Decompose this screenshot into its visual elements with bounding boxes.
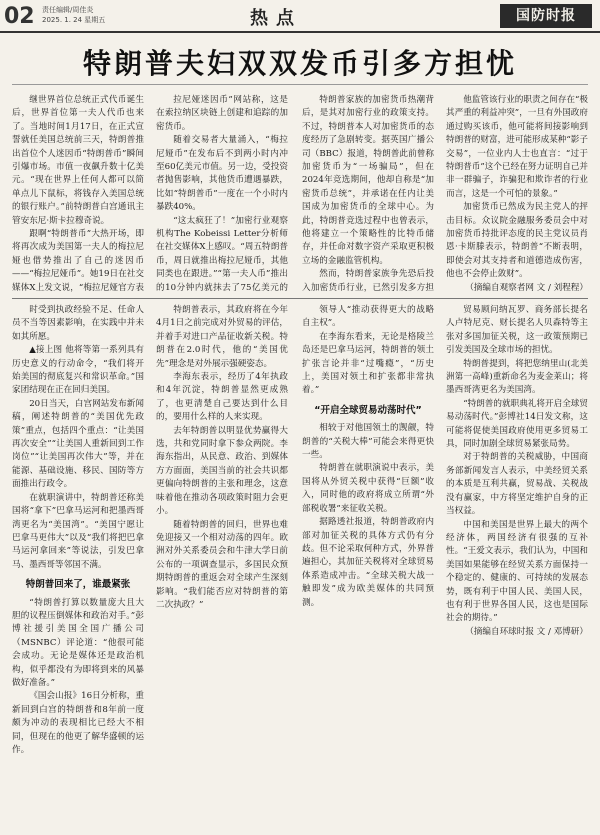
- paragraph: ▲接上图 他将等第一系列具有历史意义的行动命令，“我们将开始美国的彻底复兴和常识革命。”国家团结现在正在回归美国。: [12, 345, 144, 396]
- paragraph: 特朗普在就职演说中表示，美国将从外贸关税中获得“巨额”收入，同时他的政府将成立所谓“外部税收署”来征收关税。: [302, 463, 434, 514]
- section-title: 热点: [250, 8, 302, 29]
- bottom-article-column-3: [302, 304, 434, 830]
- paragraph: 随着交易者大量涌入，“梅拉尼娅币”在发布后不到两小时内冲至60亿美元市值。另一边，受投资者抛售影响，其他货币遭遇暴跌，比如“特朗普币”一度在一个小时内暴跌40%。: [156, 135, 288, 213]
- paragraph: 对于特朗普的关税威胁，中国商务部新闻发言人表示，中美经贸关系的本质是互利共赢，贸易战、关税战没有赢家，中方将坚定维护自身的正当权益。: [446, 452, 588, 517]
- article-byline: （摘编自观察者网 文 / 刘程程）: [465, 282, 588, 292]
- paragraph: 贸易顾问纳瓦罗、商务部长提名人卢特尼克、财长提名人贝森特等主张对多国加征关税，这一政策预期已引发美国及全球市场的担忧。: [446, 305, 588, 356]
- paragraph: “特朗普的就职典礼将开启全球贸易动荡时代。”彭博社14日发文称，这可能将促使美国政府使用更多贸易工具，同时加剧全球贸易紧张局势。: [446, 398, 588, 450]
- paragraph: 据路透社报道，特朗普政府内部对加征关税的具体方式仍有分歧。但不论采取何种方式，外界普遍担心，其加征关税将对全球贸易体系造成冲击。“全球关税大战一触即发”成为欧美媒体的共同预测。: [302, 517, 434, 608]
- paragraph: 去年特朗普以明显优势赢得大选，共和党同时拿下参众两院。李海东指出，从民意、政治、到媒体方方面面，美国当前的社会共识都更偏向特朗普的主张和理念，这意味着他在推动各项政策时阻力会更小。: [156, 425, 288, 517]
- bottom-article-column-2: [156, 304, 288, 830]
- paragraph: 特朗普表示，其政府将在今年4月1日之前完成对外贸易的评估，并着手对进口产品征收新关税。特朗普在2.0时代，他的“美国优先”理念是对外展示强硬姿态。: [156, 305, 288, 369]
- header-rule: [0, 31, 600, 33]
- paragraph: 随着特朗普的回归，世界也难免迎接又一个相对动荡的四年。欧洲对外关系委员会和牛津大学日前公布的一项调查显示，多国民众预期特朗普的重返会对全球产生深刻影响。“我们能否应对特朗普的第二次执政？”: [156, 519, 288, 610]
- top-article-column-2: [156, 94, 288, 292]
- headline-rule: [12, 84, 588, 85]
- paragraph: “特朗普打算以数量庞大且大胆的议程压倒媒体和政治对手。”彭博社援引美国全国广播公司（MSNBC）评论道：“他很可能会成功。无论是媒体还是政治机构，似乎都没有为即将到来的风暴做好准备。”: [12, 597, 144, 688]
- paragraph: 相较于对他国领土的觊觎，特朗普的“关税大棒”可能会来得更快一些。: [302, 423, 434, 461]
- paragraph: 特朗普提到，将把您纳里山(北美洲第一高峰)重新命名为麦金莱山；将墨西哥湾更名为美国湾。: [446, 358, 588, 396]
- article-divider: [12, 298, 588, 299]
- newspaper-logo: 国防时报: [500, 4, 592, 28]
- bottom-article-column-4: [446, 304, 588, 830]
- paragraph: 跟啊“特朗普币”大热开场，即将再次成为美国第一夫人的梅拉尼娅也借势推出了自己的迷因币——“梅拉尼娅币”。她19日在社交媒体X上发文说，“梅拉尼娅官方表: [12, 229, 144, 292]
- paragraph: 中国和美国是世界上最大的两个经济体，两国经济有很强的互补性。“王爱文表示，我们认为，中国和美国如果能够在经贸关系方面保持一个稳定的、健康的、可持续的发展态势，既有利于中国人民、美国人民，也有利于世界各国人民，这也是国际社会的期待。”: [446, 519, 588, 624]
- paragraph: 加密货币已然成为民主党人的抨击目标。众议院金融服务委员会中对加密货币持批评态度的民主党议员肖恩·卡斯滕表示，特朗普“不断表明，即使会对其支持者和道德造成伤害，他也不会停止敛财”。: [446, 202, 588, 280]
- paragraph: 在就职演讲中，特朗普还称美国将“拿下”巴拿马运河和把墨西哥湾更名为“美国湾”。“美国宁愿让巴拿马更伟大”以及“我们将把巴拿马运河拿回来”等说法，引发巴拿马、墨西哥等邻国不满。: [12, 492, 144, 570]
- editor-line: 责任编辑/周佳炎: [42, 6, 94, 14]
- subheading: “开启全球贸易动荡时代”: [314, 404, 422, 416]
- article-headline: 特朗普夫妇双双发币引多方担忧: [82, 47, 517, 80]
- paragraph: 拉尼娅迷因币”网站称，这是在索拉纳区块链上创建和追踪的加密货币。: [156, 95, 288, 132]
- article-byline: （摘编自环球时报 文 / 邓博研）: [465, 626, 588, 637]
- paragraph: 时受到执政经验不足、任命人员不当等因素影响，在实践中并未如其所愿。: [12, 305, 144, 342]
- page-number: 02: [4, 4, 35, 29]
- paragraph: “这太疯狂了！”加密行业观察机构The Kobeissi Letter分析师在社交媒体X上感叹。“周五特朗普币，周日就推出梅拉尼娅币，其他同类也在跟进。”“第一夫人币”推出的10分钟内就抹去了75亿美元的: [156, 215, 288, 292]
- paragraph: 李海东表示，经历了4年执政和4年沉淀，特朗普显然更成熟了，也更清楚自己要达到什么目的，要用什么样的人来实现。: [156, 372, 288, 423]
- paragraph: 继世界首位总统正式代币诞生后，世界首位第一夫人代币也来了。当地时间1月17日，在正式宣誓就任美国总统前三天，特朗普推出首位个人迷因币“特朗普币”瞬间引爆市场。市值一夜飙升数十亿美元。“现在世界上任何人都可以简单点儿下鼠标，将钱存入美国总统的银行账户。”前特朗普白宫通讯主管安东尼·斯卡拉穆奇说。: [12, 95, 144, 226]
- bottom-article-column-1: [12, 304, 144, 830]
- paragraph: 特朗普家族的加密货币热潮背后，是其对加密行业的政策支持。不过，特朗普本人对加密货币的态度经历了急剧转变。据英国广播公司（BBC）报道，特朗普此前曾称加密货币为“一场骗局”，但在2024年竞选期间，他却自称是“加密货币总统”，并承诺在任内让美国成为加密货币的全球中心。为此，特朗普竞选过程中也曾表示，他将建立一个策略性的比特币储存，并任命对数字资产采取更积极立场的金融监管机构。: [302, 95, 434, 266]
- paragraph: 在李海东看来，无论是格陵兰岛还是巴拿马运河，特朗普的领土扩张言论并非“过嘴瘾”，“历史上，美国对领土和扩张都非常执着。”: [302, 331, 434, 396]
- top-article-column-3: [302, 94, 434, 292]
- paragraph: 然而，特朗普家族争先恐后投入加密货币行业，已然引发多方担: [302, 269, 434, 292]
- top-article-column-1: [12, 94, 144, 292]
- top-article-column-4: [446, 94, 588, 292]
- paragraph: 他监管该行业的职责之间存在“极其严重的利益冲突”，一旦有外国政府通过购买该币，他可能将间接影响到特朗普的财富，进可能形成某种“影子交易”，一位业内人士也直言：“过于特朗普币”这个已经在努力证明自己并非一群骗子，诈骗犯和欺诈者的行业而言，这是一个可怕的景象。”: [446, 95, 588, 199]
- paragraph: 《国会山报》16日分析称，重新回到白宫的特朗普和8年前一度颇为冲动的表现相比已经大不相同，但现在的他更了解华盛顿的运作。: [12, 691, 144, 755]
- subheading: 特朗普回来了，谁最紧张: [25, 579, 131, 591]
- date-line: 2025. 1. 24 星期五: [42, 16, 106, 24]
- paragraph: 领导人“推动获得更大的战略自主权”。: [302, 305, 434, 329]
- paragraph: 20日当天，白宫网站发布新闻稿，阐述特朗普的“美国优先政策”重点，包括四个重点：“让美国再次安全”“让美国人重新回到工作岗位”“让美国再次伟大”等，并在能源、基础设施、移民、国防等方面推出行政令。: [12, 398, 144, 490]
- issue-meta: [42, 5, 105, 25]
